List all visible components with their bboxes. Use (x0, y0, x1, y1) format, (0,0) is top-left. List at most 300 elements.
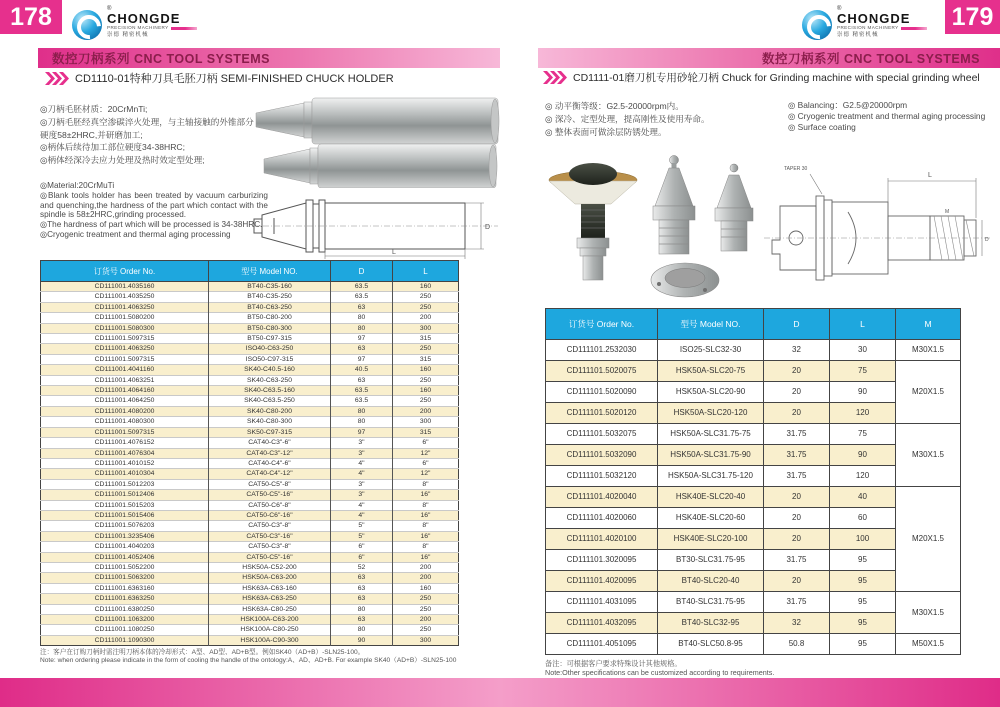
dim-l-cell: 12" (393, 469, 459, 479)
bullet-item: ◎Material:20CrMuTi (40, 181, 115, 190)
series-bar-text: 数控刀柄系列 CNC TOOL SYSTEMS (761, 52, 980, 66)
model-no-cell: BT40-C35-160 (209, 282, 331, 292)
dim-l-cell: 315 (393, 354, 459, 364)
dim-d-cell: 80 (331, 417, 393, 427)
registered-mark: ® (837, 5, 842, 12)
dim-l-cell: 200 (393, 313, 459, 323)
order-no-cell: CD111001.4010152 (41, 458, 209, 468)
thread-m-cell: M50X1.5 (896, 634, 961, 655)
dim-l-cell: 90 (830, 445, 896, 466)
table-row (41, 458, 459, 468)
model-no-cell: SK50-C97-315 (209, 427, 331, 437)
model-no-cell: HSK40E-SLC20-40 (658, 487, 764, 508)
order-no-cell: CD111101.4032095 (546, 613, 658, 634)
dim-d-cell: 4" (331, 469, 393, 479)
order-no-cell: CD111001.5076203 (41, 521, 209, 531)
section-title-text: CD1110-01特种刀具毛胚刀柄 SEMI-FINISHED CHUCK HOLDER (75, 73, 394, 85)
order-no-cell: CD111001.4076304 (41, 448, 209, 458)
order-no-cell: CD111101.2532030 (546, 340, 658, 361)
order-no-cell: CD111001.4080300 (41, 417, 209, 427)
right-table-header-row (546, 309, 961, 340)
dim-d-cell: 97 (331, 334, 393, 344)
series-bar-text: 数控刀柄系列 CNC TOOL SYSTEMS (52, 52, 271, 66)
thread-m-cell: M20X1.5 (896, 361, 961, 424)
dim-d-cell: 63 (331, 594, 393, 604)
right-product-table (545, 308, 961, 655)
model-no-cell: BT40-C63-250 (209, 302, 331, 312)
table-row (41, 386, 459, 396)
dim-d-cell: 6" (331, 542, 393, 552)
brand-name-cn: 崇德 精密机械 (837, 31, 879, 38)
dim-l-cell: 250 (393, 375, 459, 385)
model-no-cell: CAT40-C4"-6" (209, 458, 331, 468)
table-row (41, 375, 459, 385)
model-no-cell: HSK50A-SLC31.75-75 (658, 424, 764, 445)
bullet-item: ◎ Balancing：G2.5@20000rpm (788, 100, 908, 110)
dim-l-cell: 95 (830, 613, 896, 634)
dim-l-cell: 75 (830, 361, 896, 382)
dim-l-cell: 30 (830, 340, 896, 361)
model-no-cell: HSK50A-SLC31.75-90 (658, 445, 764, 466)
dim-d-cell: 97 (331, 354, 393, 364)
table-row (41, 531, 459, 541)
model-no-cell: CAT50-C3"-16" (209, 531, 331, 541)
table-row (41, 573, 459, 583)
brand-tagline: PRECISION MACHINERY (107, 25, 169, 31)
dim-l-cell: 100 (830, 529, 896, 550)
dim-d-cell: 31.75 (764, 445, 830, 466)
order-no-cell: CD111001.3235406 (41, 531, 209, 541)
dim-l-cell: 200 (393, 573, 459, 583)
dim-d-cell: 31.75 (764, 466, 830, 487)
dim-d-cell: 3" (331, 479, 393, 489)
table-row (41, 552, 459, 562)
order-no-cell: CD111001.4064250 (41, 396, 209, 406)
dim-l-cell: 95 (830, 571, 896, 592)
model-no-cell: CAT50-C5"-8" (209, 479, 331, 489)
order-no-cell: CD111001.4063251 (41, 375, 209, 385)
bullet-item: ◎The hardness of part which will be processed is 34-38HRC. (40, 220, 263, 230)
table-row (41, 334, 459, 344)
triple-chevron-icon (543, 71, 567, 84)
dim-m-label: M (945, 209, 950, 215)
table-row (41, 562, 459, 572)
globe-icon (72, 10, 102, 40)
order-no-cell: CD111001.4041160 (41, 365, 209, 375)
dim-d-cell: 20 (764, 361, 830, 382)
order-no-cell: CD111001.4040203 (41, 542, 209, 552)
model-no-cell: BT50-C80-200 (209, 313, 331, 323)
order-no-cell: CD111001.5097315 (41, 334, 209, 344)
left-table-header-row (41, 261, 459, 282)
dim-d-cell: 63 (331, 344, 393, 354)
model-no-cell: CAT40-C3"-6" (209, 438, 331, 448)
technical-drawing-right (762, 158, 994, 293)
spec-bullets-cn (40, 103, 262, 167)
order-no-cell: CD111001.1080250 (41, 625, 209, 635)
blank-holder-photo (252, 96, 500, 188)
footnote-cn: 注：客户在订购刀柄时需注明刀柄本体的冷却形式：A型、AD型、AD+B型。例如SK40（AD+B）-SLN25-100。 (40, 649, 365, 656)
order-no-cell: CD111101.4020095 (546, 571, 658, 592)
order-no-cell: CD111001.5080300 (41, 323, 209, 333)
dim-l-cell: 8" (393, 521, 459, 531)
footnote-en: Note:Other specifications can be customized according to requirements. (545, 668, 775, 678)
dim-l-cell: 8" (393, 500, 459, 510)
model-no-cell: CAT50-C5"-16" (209, 490, 331, 500)
order-no-cell: CD111001.4035250 (41, 292, 209, 302)
dim-d-cell: 20 (764, 487, 830, 508)
dim-d-cell: 3" (331, 448, 393, 458)
dim-d-cell: 80 (331, 313, 393, 323)
model-no-cell: HSK50A-C52-200 (209, 562, 331, 572)
dim-d-cell: 97 (331, 427, 393, 437)
column-header: D (764, 309, 830, 340)
order-no-cell: CD111001.6363250 (41, 594, 209, 604)
bullet-item: ◎ Cryogenic treatment and thermal aging processing (788, 111, 986, 121)
dim-l-cell: 160 (393, 282, 459, 292)
order-no-cell: CD111101.4020100 (546, 529, 658, 550)
dim-d-cell: 31.75 (764, 592, 830, 613)
model-no-cell: ISO50-C97-315 (209, 354, 331, 364)
column-header: 订货号 Order No. (41, 261, 209, 282)
model-no-cell: HSK100A-C90-300 (209, 635, 331, 645)
dim-d-cell: 4" (331, 500, 393, 510)
table-row (546, 592, 961, 613)
table-row (41, 292, 459, 302)
table-row (546, 634, 961, 655)
model-no-cell: HSK40E-SLC20-100 (658, 529, 764, 550)
brand-dash-icon (901, 27, 927, 30)
dim-d-cell: 80 (331, 323, 393, 333)
model-no-cell: HSK63A-C63-250 (209, 594, 331, 604)
dim-d-cell: 63 (331, 375, 393, 385)
table-row (41, 406, 459, 416)
order-no-cell: CD111001.6380250 (41, 604, 209, 614)
spec-bullets-cn (545, 100, 790, 139)
order-no-cell: CD111001.5012203 (41, 479, 209, 489)
left-table-body (41, 282, 459, 646)
dim-d-cell: 31.75 (764, 424, 830, 445)
dim-l-cell: 200 (393, 562, 459, 572)
dim-l-cell: 90 (830, 382, 896, 403)
brand-dash-icon (171, 27, 197, 30)
dim-l-cell: 200 (393, 406, 459, 416)
bullet-item: ◎ 深冷、定型处理，提高刚性及使用寿命。 (545, 114, 710, 124)
dim-d-cell: 3" (331, 490, 393, 500)
dim-l-cell: 300 (393, 417, 459, 427)
bullet-item: ◎柄体经深冷去应力处理及热时效定型处理; (40, 155, 205, 166)
dim-d-cell: 20 (764, 529, 830, 550)
bullet-item: ◎ 整体表面可做涂层防锈处理。 (545, 127, 667, 137)
dim-d-cell: 63.5 (331, 396, 393, 406)
table-row (41, 469, 459, 479)
dim-l-cell: 250 (393, 594, 459, 604)
left-table-head (41, 261, 459, 282)
column-header: L (830, 309, 896, 340)
dim-d-cell: 31.75 (764, 550, 830, 571)
model-no-cell: BT40-SLC31.75-95 (658, 592, 764, 613)
dim-l-cell: 315 (393, 427, 459, 437)
dim-l-cell: 12" (393, 448, 459, 458)
table-row (41, 594, 459, 604)
table-row (41, 417, 459, 427)
dim-l-cell: 8" (393, 542, 459, 552)
order-no-cell: CD111001.4035160 (41, 282, 209, 292)
dim-d-cell: 80 (331, 604, 393, 614)
model-no-cell: ISO40-C63-250 (209, 344, 331, 354)
bottom-band-left (0, 678, 500, 707)
column-header: 型号 Model NO. (209, 261, 331, 282)
order-no-cell: CD111001.5097315 (41, 427, 209, 437)
taper-label: TAPER 30 (784, 166, 808, 172)
order-no-cell: CD111101.5020090 (546, 382, 658, 403)
order-no-cell: CD111001.5052200 (41, 562, 209, 572)
dim-l-cell: 315 (393, 334, 459, 344)
model-no-cell: CAT50-C3"-8" (209, 521, 331, 531)
series-bar-left (38, 48, 500, 68)
order-no-cell: CD111001.4080200 (41, 406, 209, 416)
table-row (41, 490, 459, 500)
model-no-cell: HSK40E-SLC20-60 (658, 508, 764, 529)
dim-d-label: D (485, 224, 491, 231)
dim-l-cell: 120 (830, 403, 896, 424)
dim-d-cell: 20 (764, 571, 830, 592)
dim-l-cell: 250 (393, 344, 459, 354)
dim-d-cell: 4" (331, 510, 393, 520)
table-row (41, 615, 459, 625)
dim-d-cell: 4" (331, 458, 393, 468)
dim-l-cell: 250 (393, 396, 459, 406)
order-no-cell: CD111101.4051095 (546, 634, 658, 655)
order-no-cell: CD111001.4010304 (41, 469, 209, 479)
table-row (546, 361, 961, 382)
dim-l-cell: 95 (830, 550, 896, 571)
model-no-cell: HSK50A-SLC20-120 (658, 403, 764, 424)
brand-name: CHONGDE (107, 10, 181, 26)
order-no-cell: CD111001.4052406 (41, 552, 209, 562)
table-row (41, 479, 459, 489)
section-title-text: CD1111-01磨刀机专用砂轮刀柄 Chuck for Grinding machine with special grinding wheel (573, 72, 980, 84)
brand-logo (802, 6, 927, 44)
dim-l-cell: 16" (393, 510, 459, 520)
model-no-cell: HSK63A-C63-160 (209, 583, 331, 593)
table-row (41, 583, 459, 593)
model-no-cell: BT40-SLC50.8-95 (658, 634, 764, 655)
dim-d-cell: 63 (331, 302, 393, 312)
table-row (41, 427, 459, 437)
model-no-cell: BT30-SLC31.75-95 (658, 550, 764, 571)
page-number-right: 179 (945, 0, 1000, 34)
order-no-cell: CD111101.4020060 (546, 508, 658, 529)
spec-bullets-en (40, 181, 268, 240)
model-no-cell: CAT40-C3"-12" (209, 448, 331, 458)
model-no-cell: CAT50-C5"-16" (209, 552, 331, 562)
table-row (41, 510, 459, 520)
table-row (41, 635, 459, 645)
order-no-cell: CD111001.1063200 (41, 615, 209, 625)
column-header: L (393, 261, 459, 282)
dim-l-label: L (928, 172, 932, 179)
dim-d-cell: 3" (331, 438, 393, 448)
dim-d-cell: 63 (331, 583, 393, 593)
brand-name: CHONGDE (837, 10, 911, 26)
order-no-cell: CD111101.5020120 (546, 403, 658, 424)
globe-icon (802, 10, 832, 40)
footnote-cn: 备注：可根据客户要求特殊设计其他规格。 (545, 659, 682, 668)
spec-bullets-en (788, 100, 996, 133)
dim-l-cell: 250 (393, 604, 459, 614)
dim-l-cell: 6" (393, 458, 459, 468)
dim-l-cell: 250 (393, 292, 459, 302)
dim-d-cell: 20 (764, 382, 830, 403)
model-no-cell: SK40-C80-300 (209, 417, 331, 427)
footnote-right (545, 659, 975, 677)
dim-d-cell: 90 (331, 635, 393, 645)
order-no-cell: CD111101.4020040 (546, 487, 658, 508)
dim-l-cell: 95 (830, 592, 896, 613)
dim-l-cell: 300 (393, 635, 459, 645)
dim-d-cell: 40.5 (331, 365, 393, 375)
column-header: 订货号 Order No. (546, 309, 658, 340)
dim-l-cell: 120 (830, 466, 896, 487)
model-no-cell: CAT40-C4"-12" (209, 469, 331, 479)
model-no-cell: HSK50A-SLC20-75 (658, 361, 764, 382)
section-title-left (45, 70, 394, 86)
dim-l-cell: 8" (393, 479, 459, 489)
dim-l-cell: 160 (393, 386, 459, 396)
dim-d-cell: 32 (764, 613, 830, 634)
table-row (41, 396, 459, 406)
dim-l-cell: 160 (393, 365, 459, 375)
table-row (41, 521, 459, 531)
bullet-item: ◎刀柄毛胚经真空渗碳淬火处理，与主轴接触的外锥部分硬度58±2HRC,并研磨加工; (40, 116, 254, 140)
dim-l-cell: 160 (393, 583, 459, 593)
order-no-cell: CD111001.5015406 (41, 510, 209, 520)
order-no-cell: CD111001.4063250 (41, 302, 209, 312)
dim-d-label: D (985, 237, 989, 243)
table-row (41, 313, 459, 323)
table-row (41, 448, 459, 458)
bullet-item: ◎ Surface coating (788, 122, 856, 132)
order-no-cell: CD111101.4031095 (546, 592, 658, 613)
dim-l-label: L (392, 249, 396, 256)
brand-tagline: PRECISION MACHINERY (837, 25, 899, 31)
bullet-item: ◎Blank tools holder has been treated by vacuum carburizing and quenching,the hardness of the part which contact with the spindle is 58±2HRC,grinding processed. (40, 190, 268, 220)
table-row (41, 438, 459, 448)
dim-d-cell: 50.8 (764, 634, 830, 655)
order-no-cell: CD111101.5032075 (546, 424, 658, 445)
dim-l-cell: 16" (393, 552, 459, 562)
dim-d-cell: 20 (764, 403, 830, 424)
table-row (41, 625, 459, 635)
model-no-cell: BT50-C80-300 (209, 323, 331, 333)
table-row (41, 542, 459, 552)
bullet-item: ◎Cryogenic treatment and thermal aging processing (40, 229, 231, 239)
dim-d-cell: 5" (331, 521, 393, 531)
bullet-item: ◎柄体后续待加工部位硬度34-38HRC; (40, 142, 186, 153)
table-row (41, 365, 459, 375)
dim-d-cell: 63.5 (331, 386, 393, 396)
order-no-cell: CD111101.5032120 (546, 466, 658, 487)
dim-l-cell: 40 (830, 487, 896, 508)
dim-l-cell: 95 (830, 634, 896, 655)
model-no-cell: HSK63A-C80-250 (209, 604, 331, 614)
dim-l-cell: 75 (830, 424, 896, 445)
model-no-cell: HSK100A-C80-250 (209, 625, 331, 635)
dim-d-cell: 5" (331, 531, 393, 541)
dim-l-cell: 16" (393, 490, 459, 500)
order-no-cell: CD111001.4076152 (41, 438, 209, 448)
order-no-cell: CD111001.4063250 (41, 344, 209, 354)
thread-m-cell: M30X1.5 (896, 592, 961, 634)
brand-name-cn: 崇德 精密机械 (107, 31, 149, 38)
dim-d-cell: 32 (764, 340, 830, 361)
dim-d-cell: 63.5 (331, 282, 393, 292)
bullet-item: ◎刀柄毛胚材质：20CrMnTi; (40, 104, 148, 114)
table-row (41, 604, 459, 614)
grinding-chuck-photo (535, 150, 770, 302)
order-no-cell: CD111001.5080200 (41, 313, 209, 323)
dim-d-cell: 80 (331, 625, 393, 635)
registered-mark: ® (107, 5, 112, 12)
model-no-cell: SK40-C80-200 (209, 406, 331, 416)
dim-l-cell: 6" (393, 438, 459, 448)
table-row (546, 424, 961, 445)
order-no-cell: CD111001.5012406 (41, 490, 209, 500)
order-no-cell: CD111001.5097315 (41, 354, 209, 364)
dim-d-cell: 63.5 (331, 292, 393, 302)
right-table-head (546, 309, 961, 340)
dim-l-cell: 300 (393, 323, 459, 333)
table-row (41, 323, 459, 333)
table-row (41, 302, 459, 312)
model-no-cell: HSK50A-C63-200 (209, 573, 331, 583)
model-no-cell: BT50-C97-315 (209, 334, 331, 344)
dim-d-cell: 20 (764, 508, 830, 529)
order-no-cell: CD111101.5032090 (546, 445, 658, 466)
order-no-cell: CD111001.4064160 (41, 386, 209, 396)
model-no-cell: BT40-SLC32-95 (658, 613, 764, 634)
brand-logo (72, 6, 197, 44)
dim-d-cell: 52 (331, 562, 393, 572)
model-no-cell: HSK50A-SLC31.75-120 (658, 466, 764, 487)
model-no-cell: CAT50-C6"-16" (209, 510, 331, 520)
thread-m-cell: M30X1.5 (896, 424, 961, 487)
right-table-body (546, 340, 961, 655)
bottom-band-right (500, 678, 1000, 707)
dim-d-cell: 63 (331, 615, 393, 625)
series-bar-right (538, 48, 1000, 68)
thread-m-cell: M30X1.5 (896, 340, 961, 361)
order-no-cell: CD111001.5063200 (41, 573, 209, 583)
column-header: 型号 Model NO. (658, 309, 764, 340)
order-no-cell: CD111101.3020095 (546, 550, 658, 571)
page-number-left: 178 (0, 0, 62, 34)
model-no-cell: CAT50-C3"-8" (209, 542, 331, 552)
order-no-cell: CD111101.5020075 (546, 361, 658, 382)
table-row (41, 344, 459, 354)
column-header: M (896, 309, 961, 340)
table-row (41, 354, 459, 364)
model-no-cell: ISO25-SLC32-30 (658, 340, 764, 361)
technical-drawing-left (252, 190, 500, 262)
table-row (546, 487, 961, 508)
dim-l-cell: 60 (830, 508, 896, 529)
model-no-cell: SK40-C63-250 (209, 375, 331, 385)
dim-l-cell: 16" (393, 531, 459, 541)
model-no-cell: SK40-C63.5-250 (209, 396, 331, 406)
thread-m-cell: M20X1.5 (896, 487, 961, 592)
